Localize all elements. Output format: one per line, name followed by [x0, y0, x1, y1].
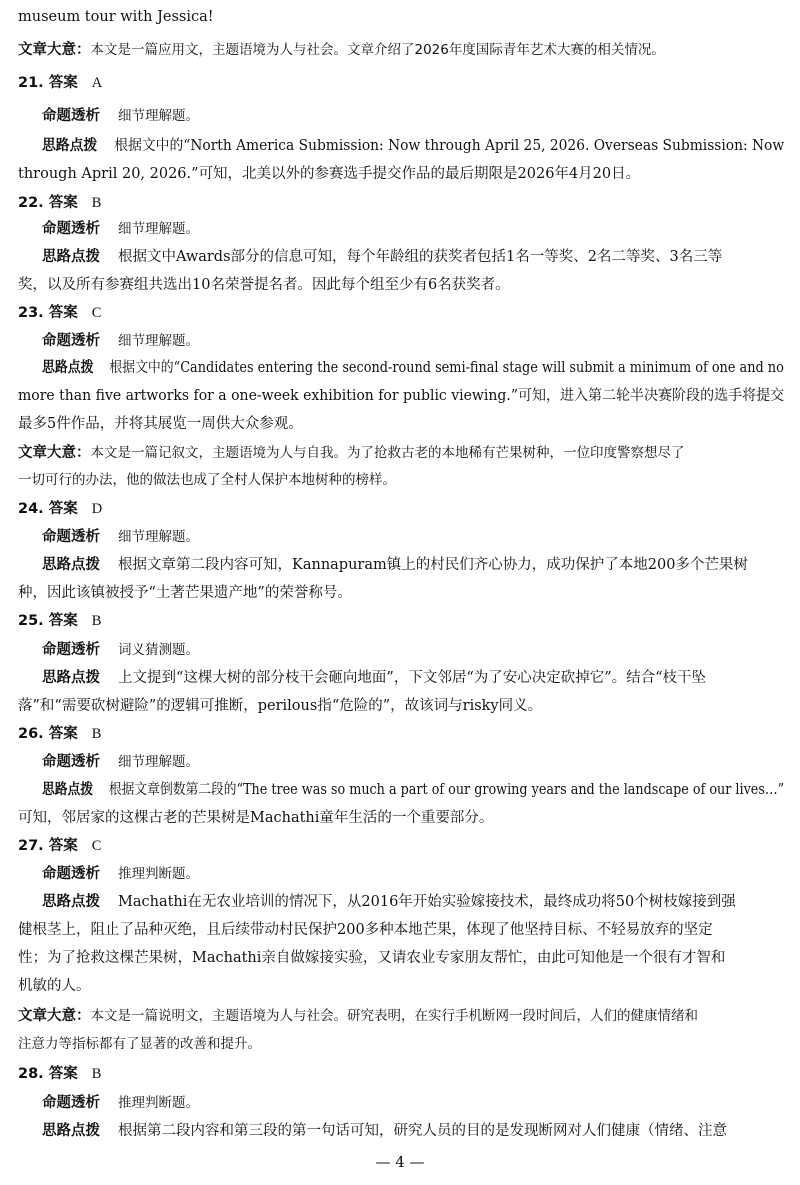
hint-line: 健根茎上，阻止了品种灭绝，且后续带动村民保护200多种本地芒果，体现了他坚持目标、不轻易放弃的坚定: [18, 922, 713, 938]
analysis-line: 命题透析 推理判断题。: [42, 1095, 199, 1111]
hint-line: 思路点拨 根据文章倒数第二段的“The tree was so much a part of our growing years and the landscape of our lives…”: [42, 782, 785, 798]
hint-line: 思路点拨 根据文中Awards部分的信息可知，每个年龄组的获奖者包括1名一等奖、2名二等奖、3名三等: [42, 249, 723, 265]
answer-heading: 25. 答案 B: [18, 613, 102, 629]
answer-heading: 24. 答案 D: [18, 501, 103, 517]
summary-paragraph: 注意力等指标都有了显著的改善和提升。: [18, 1036, 261, 1052]
hint-line: 思路点拨 根据文中的“Candidates entering the second-round semi-final stage will submit a minimum of one and no: [42, 360, 784, 376]
analysis-line: 命题透析 细节理解题。: [42, 221, 199, 237]
answer-heading: 22. 答案 B: [18, 195, 102, 211]
summary-paragraph: 一切可行的办法，他的做法也成了全村人保护本地树种的榜样。: [18, 472, 396, 488]
analysis-line: 命题透析 推理判断题。: [42, 866, 199, 882]
hint-line: 性；为了抢救这棵芒果树，Machathi亲自做嫁接实验，又请农业专家朋友帮忙，由此可知他是一个很有才智和: [18, 950, 726, 966]
summary-paragraph: 文章大意：本文是一篇记叙文，主题语境为人与自我。为了抢救古老的本地稀有芒果树种，一位印度警察想尽了: [18, 445, 685, 461]
hint-line: 思路点拨 根据文章第二段内容可知，Kannapuram镇上的村民们齐心协力，成功保护了本地200多个芒果树: [42, 557, 748, 573]
summary-paragraph: 文章大意：本文是一篇说明文，主题语境为人与社会。研究表明，在实行手机断网一段时间后，人们的健康情绪和: [18, 1008, 698, 1024]
analysis-line: 命题透析 词义猜测题。: [42, 642, 199, 658]
hint-line: 机敏的人。: [18, 978, 91, 994]
hint-line: through April 20, 2026.”可知，北美以外的参赛选手提交作品的最后期限是2026年4月20日。: [18, 166, 641, 182]
analysis-line: 命题透析 细节理解题。: [42, 754, 199, 770]
answer-heading: 23. 答案 C: [18, 305, 102, 321]
hint-line: 思路点拨 上文提到“这棵大树的部分枝干会砸向地面”，下文邻居“为了安心决定砍掉它”。结合“枝干坠: [42, 670, 707, 686]
hint-line: 最多5件作品，并将其展览一周供大众参观。: [18, 416, 303, 432]
hint-line: 思路点拨 根据第二段内容和第三段的第一句话可知，研究人员的目的是发现断网对人们健康（情绪、注意: [42, 1123, 727, 1139]
analysis-line: 命题透析 细节理解题。: [42, 529, 199, 545]
hint-line: 思路点拨 根据文中的“North America Submission: Now through April 25, 2026. Overseas Submission: Now: [42, 138, 785, 154]
hint-line: 种，因此该镇被授予“土著芒果遗产地”的荣誉称号。: [18, 585, 352, 601]
page-number: — 4 —: [375, 1153, 425, 1171]
text-line: museum tour with Jessica!: [18, 9, 214, 25]
hint-line: 奖，以及所有参赛组共选出10名荣誉提名者。因此每个组至少有6名获奖者。: [18, 277, 510, 293]
summary-paragraph: 文章大意：本文是一篇应用文，主题语境为人与社会。文章介绍了2026年度国际青年艺术大赛的相关情况。: [18, 42, 665, 58]
analysis-line: 命题透析 细节理解题。: [42, 333, 199, 349]
hint-line: 落”和“需要砍树避险”的逻辑可推断，perilous指“危险的”，故该词与risky同义。: [18, 698, 543, 714]
answer-heading: 26. 答案 B: [18, 726, 102, 742]
answer-heading: 21. 答案 A: [18, 75, 103, 91]
answer-heading: 27. 答案 C: [18, 838, 102, 854]
hint-line: 思路点拨 Machathi在无农业培训的情况下，从2016年开始实验嫁接技术，最终成功将50个树枝嫁接到强: [42, 894, 736, 910]
analysis-line: 命题透析 细节理解题。: [42, 108, 199, 124]
hint-line: more than five artworks for a one-week exhibition for public viewing.”可知，进入第二轮半决赛阶段的选手将提交: [18, 388, 785, 404]
answer-heading: 28. 答案 B: [18, 1066, 102, 1082]
hint-line: 可知，邻居家的这棵古老的芒果树是Machathi童年生活的一个重要部分。: [18, 810, 494, 826]
